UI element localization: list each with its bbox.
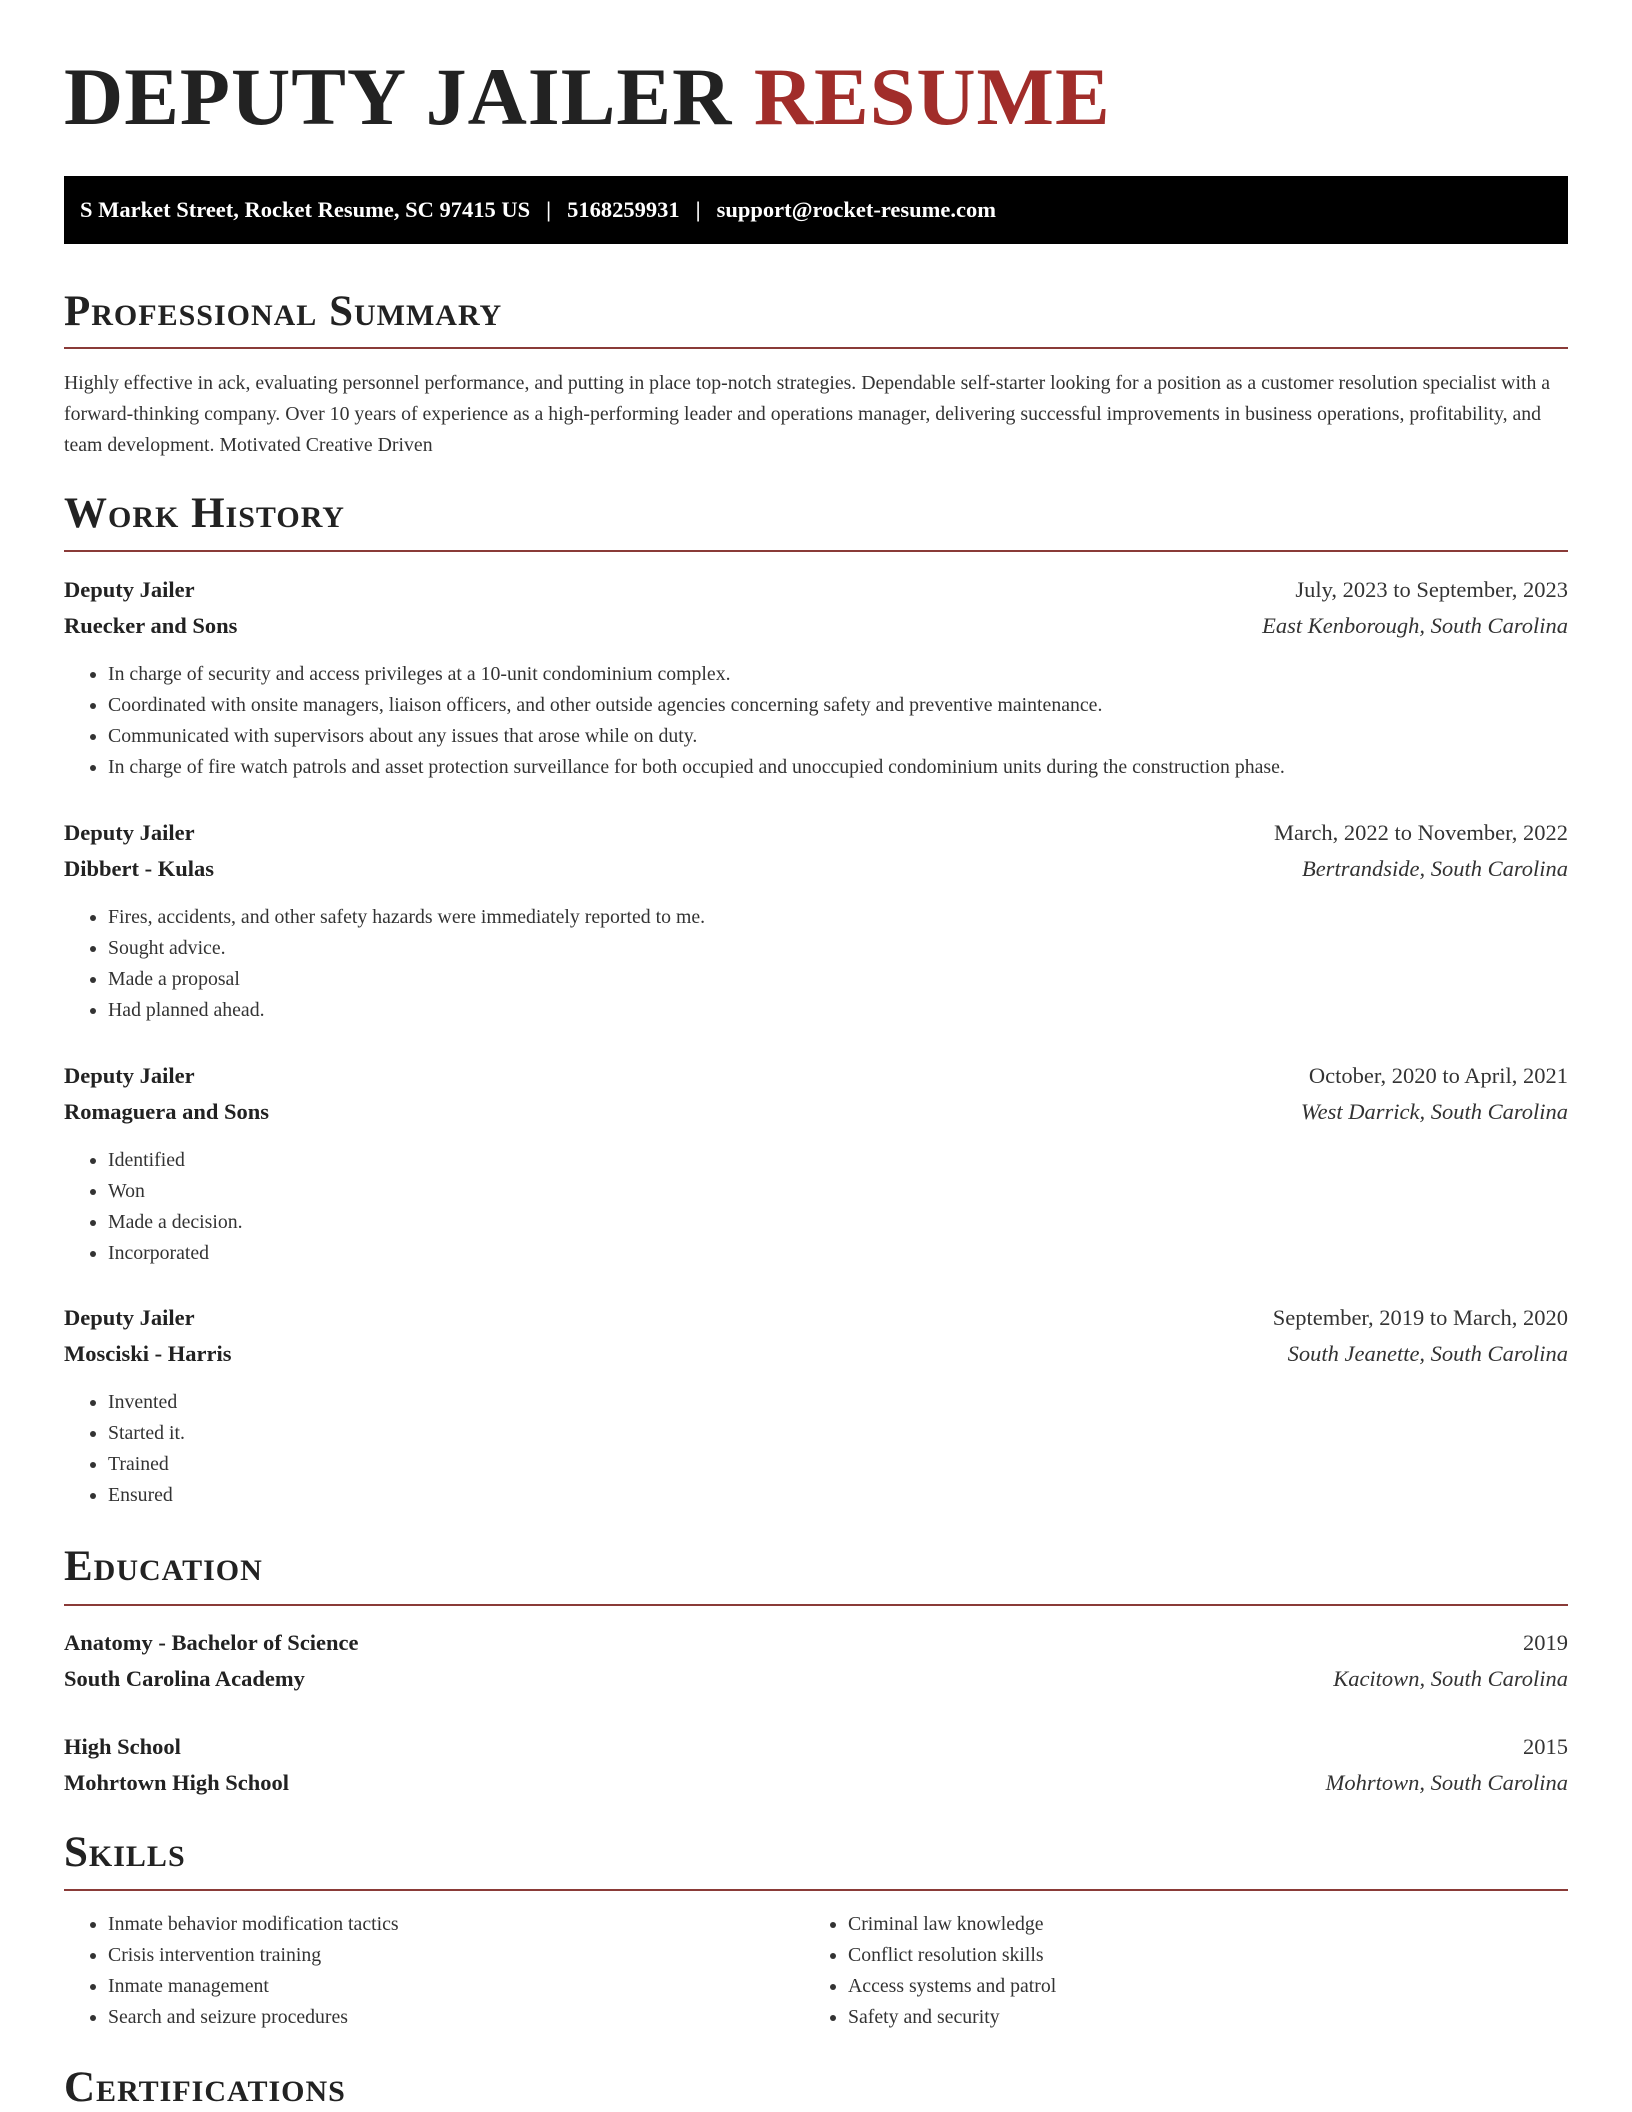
education-degree: Anatomy - Bachelor of Science [64,1630,359,1655]
summary-heading: Professional Summary [64,288,503,335]
job-employer [64,851,1568,887]
education-year: 2015 [1523,1734,1568,1759]
resume-title [64,52,1111,142]
list-item: • Had planned ahead. [108,995,1568,1026]
list-item: • Coordinated with onsite managers, liaison officers, and other outside agencies concerning safety and preventive maintenance. [108,690,1568,721]
job-dates: July, 2023 to September, 2023 [1295,577,1568,602]
list-item: • Communicated with supervisors about any issues that arose while on duty. [108,721,1568,752]
list-item: • Trained [108,1449,1568,1480]
education-degree: High School [64,1734,181,1759]
education-entry-school [64,1661,1568,1697]
job-header [64,1058,1568,1094]
job-employer [64,1094,1568,1130]
list-item: • Conflict resolution skills [848,1940,1544,1971]
list-item: • Ensured [108,1480,1568,1511]
skills-divider [64,1889,1568,1891]
job-dates: October, 2020 to April, 2021 [1308,1063,1568,1088]
contact-email: support@rocket-resume.com [716,197,997,222]
job-title: Deputy Jailer [64,1063,195,1088]
list-item: • Crisis intervention training [108,1940,804,1971]
job-employer [64,1336,1568,1372]
education-entry-header [64,1625,1568,1661]
list-item: • Won [108,1176,1568,1207]
job-dates: September, 2019 to March, 2020 [1272,1305,1568,1330]
job-company: Dibbert - Kulas [64,856,215,881]
certifications-heading: Certifications [64,2064,346,2111]
summary-divider [64,347,1568,349]
education-school: South Carolina Academy [64,1666,305,1691]
job-duties [64,659,1568,783]
job-location: West Darrick, South Carolina [1300,1099,1568,1124]
list-item: • Inmate management [108,1971,804,2002]
list-item: • Safety and security [848,2002,1544,2033]
job-title: Deputy Jailer [64,820,195,845]
education-entry-school [64,1765,1568,1801]
job-company: Mosciski - Harris [64,1341,232,1366]
education-school: Mohrtown High School [64,1770,290,1795]
skills-heading: Skills [64,1829,186,1876]
list-item: • Sought advice. [108,933,1568,964]
education-entry-header [64,1729,1568,1765]
title-main: DEPUTY JAILER [64,51,733,142]
summary-text: Highly effective in ack, evaluating personnel performance, and putting in place top-notch strategies. Dependable self-starter looking for a position as a customer resolution specialist with a forward-thinking company. Over 10 years of experience as a high-performing leader and operations manager, delivering successful improvements in business operations, profitability, and team development. Motivated Creative Driven [64,372,1551,456]
list-item: • Made a decision. [108,1207,1568,1238]
job-header [64,815,1568,851]
list-item: • In charge of security and access privileges at a 10-unit condominium complex. [108,659,1568,690]
work-history-divider [64,550,1568,552]
job-dates: March, 2022 to November, 2022 [1273,820,1568,845]
work-history-heading: Work History [64,490,345,537]
list-item: • Started it. [108,1418,1568,1449]
list-item: • Made a proposal [108,964,1568,995]
job-company: Romaguera and Sons [64,1099,270,1124]
contact-phone: 5168259931 [567,197,680,222]
skills-list-right [804,1909,1544,2033]
contact-separator: | [695,197,701,222]
list-item: • Identified [108,1145,1568,1176]
list-item: • Search and seizure procedures [108,2002,804,2033]
job-header [64,572,1568,608]
education-divider [64,1604,1568,1606]
job-location: South Jeanette, South Carolina [1287,1341,1568,1366]
job-location: East Kenborough, South Carolina [1262,613,1568,638]
job-header [64,1300,1568,1336]
education-year: 2019 [1523,1630,1568,1655]
job-location: Bertrandside, South Carolina [1301,856,1568,881]
contact-address: S Market Street, Rocket Resume, SC 97415 US [80,197,531,222]
list-item: • Inmate behavior modification tactics [108,1909,804,1940]
contact-separator: | [546,197,552,222]
list-item: • Incorporated [108,1238,1568,1269]
list-item: • Criminal law knowledge [848,1909,1544,1940]
job-duties [64,1387,1568,1511]
job-company: Ruecker and Sons [64,613,238,638]
job-employer [64,608,1568,644]
job-title: Deputy Jailer [64,577,195,602]
job-duties [64,902,1568,1026]
list-item: • In charge of fire watch patrols and asset protection surveillance for both occupied and unoccupied condominium units during the construction phase. [108,752,1568,783]
list-item: • Access systems and patrol [848,1971,1544,2002]
job-title: Deputy Jailer [64,1305,195,1330]
contact-bar [64,176,1568,244]
title-accent: RESUME [753,51,1111,142]
education-location: Mohrtown, South Carolina [1325,1770,1568,1795]
list-item: • Invented [108,1387,1568,1418]
skills-list-left [64,1909,804,2033]
education-location: Kacitown, South Carolina [1333,1666,1568,1691]
job-duties [64,1145,1568,1269]
education-heading: Education [64,1543,263,1590]
list-item: • Fires, accidents, and other safety hazards were immediately reported to me. [108,902,1568,933]
